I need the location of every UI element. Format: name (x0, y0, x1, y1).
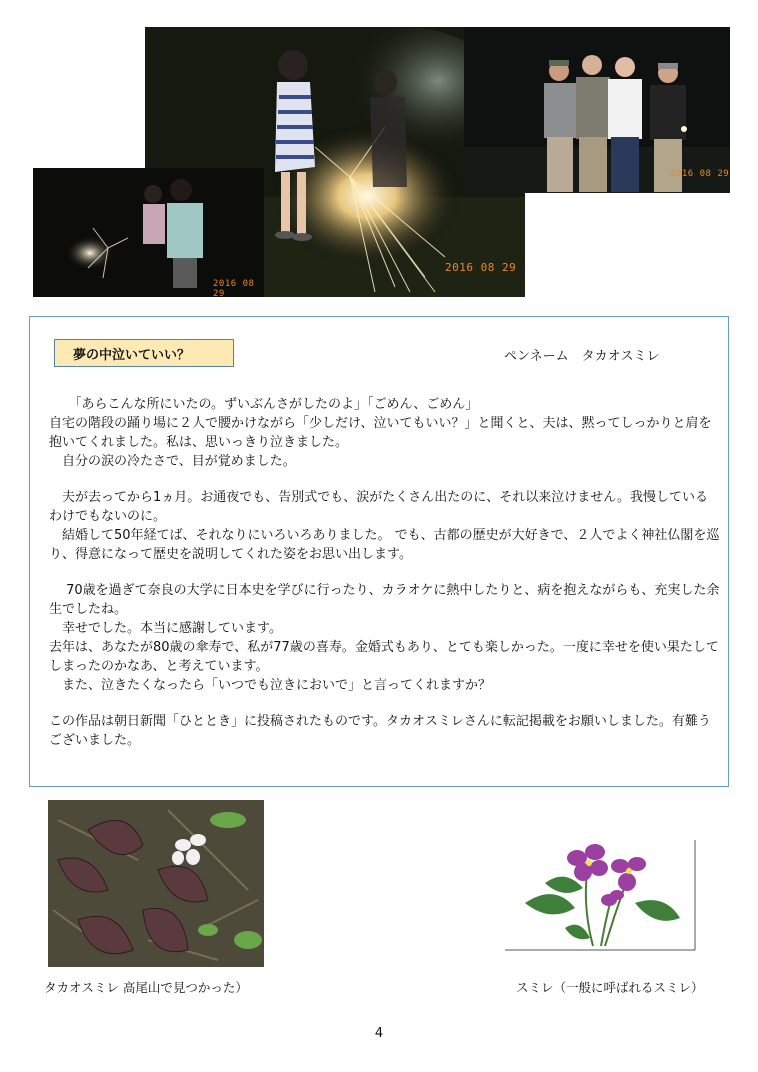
story-paragraph: 夫が去ってから1ヵ月。お通夜でも、告別式でも、涙がたくさん出たのに、それ以来泣けません。我慢しているわけでもないのに。 (49, 490, 709, 524)
violet-illustration (505, 838, 697, 952)
story-paragraph: 去年は、あなたが80歳の傘寿で、私が77歳の喜寿。金婚式もあり、とても楽しかった。一度に幸せを使い果たしてしまったのかなあ、と考えています。 (49, 640, 719, 674)
date-stamp: 2016 08 29 (670, 169, 730, 179)
story-paragraph: 70歳を過ぎて奈良の大学に日本史を学びに行ったり、カラオケに熱中したりと、病を抱えながらも、充実した余生でしたね。 (49, 583, 720, 617)
story-title: 夢の中泣いていい？ (54, 339, 234, 367)
group-photo (464, 27, 730, 193)
story-paragraph: 結婚して50年経てば、それなりにいろいろありました。 でも、古都の歴史が大好きで、２人でよく神社仏閣を巡り、得意になって歴史を説明してくれた姿をお思い出します。 (49, 528, 720, 562)
date-stamp: 2016 08 29 (445, 261, 517, 274)
story-paragraph: 自宅の階段の踊り場に２人で腰かけながら「少しだけ、泣いてもいい？」と聞くと、夫は、黙ってしっかりと肩を抱いてくれました。私は、思いっきり泣きました。 (49, 416, 712, 450)
story-paragraph: 幸せでした。本当に感謝しています。 (49, 621, 282, 636)
story-paragraph: 自分の涙の冷たさで、目が覚めました。 (49, 454, 296, 469)
story-text (49, 395, 721, 750)
story-paragraph: この作品は朝日新聞「ひととき」に投稿されたものです。タカオスミレさんに転記掲載をお願いしました。有難うございました。 (49, 714, 711, 748)
paragraph-gap (49, 471, 721, 488)
takao-violet-caption: タカオスミレ 高尾山で見つかった） (44, 980, 248, 995)
story-box (29, 316, 729, 787)
paragraph-gap (49, 564, 721, 581)
fireworks-small-photo (33, 168, 264, 297)
paragraph-gap (49, 695, 721, 712)
takao-violet-photo (48, 800, 264, 967)
page-number: 4 (374, 1026, 384, 1041)
story-paragraph: また、泣きたくなったら「いつでも泣きにおいで」と言ってくれますか？ (49, 678, 492, 693)
date-stamp: 2016 08 29 (213, 279, 255, 297)
story-paragraph: 「あらこんな所にいたの。ずいぶんさがしたのよ」「ごめん、ごめん」 (49, 397, 479, 412)
pen-name: ペンネーム タカオスミレ (504, 349, 660, 364)
violet-caption: スミレ（一般に呼ばれるスミレ） (516, 980, 704, 995)
